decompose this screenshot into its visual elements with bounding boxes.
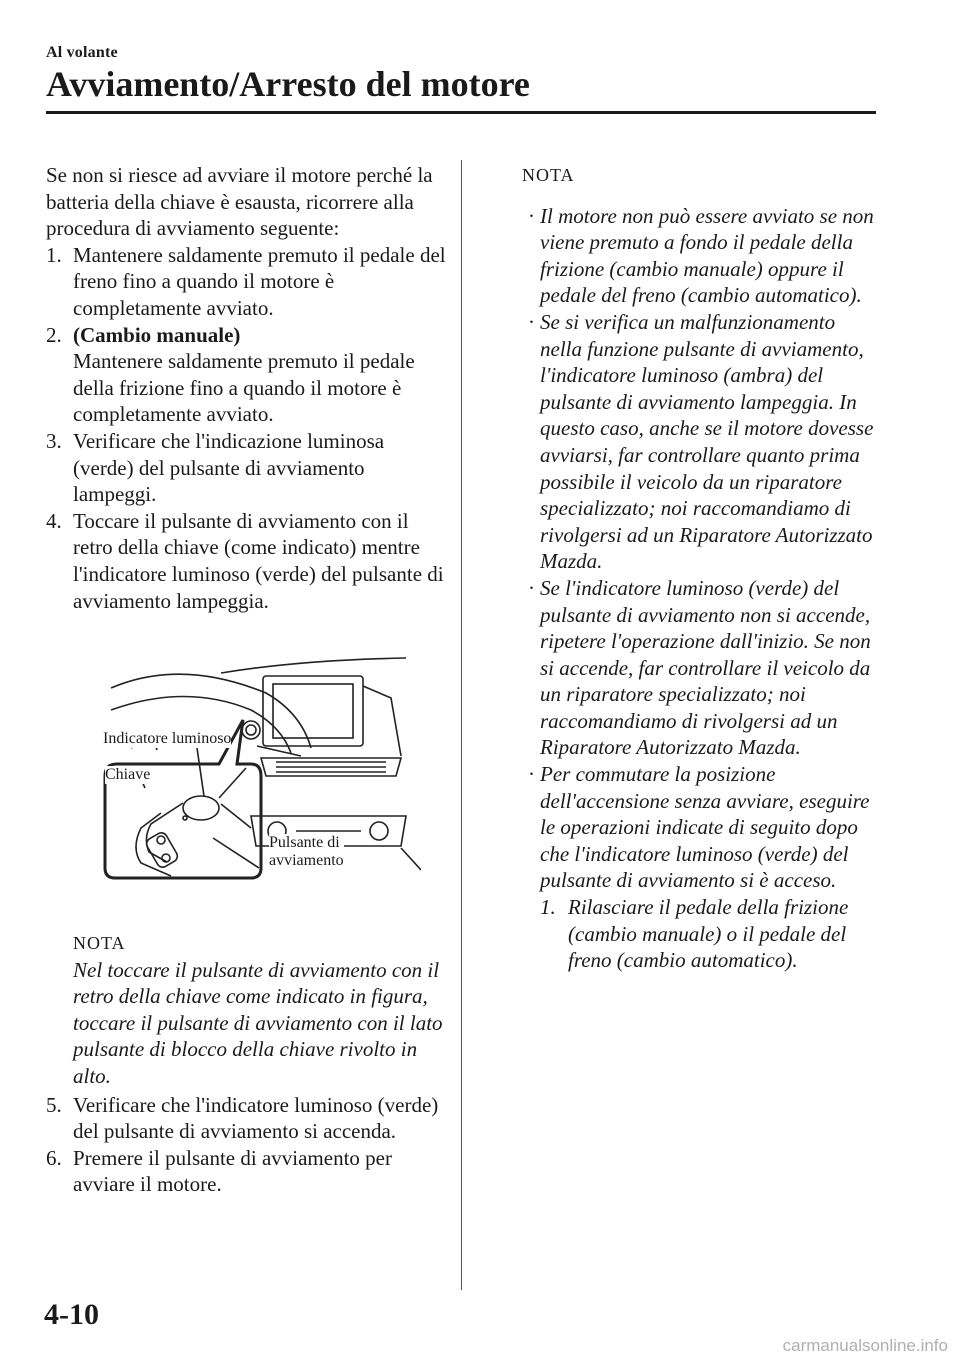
nota-left — [73, 930, 446, 1090]
step-1 — [46, 242, 446, 322]
nota-bullet — [522, 761, 882, 894]
watermark: carmanualsonline.info — [782, 1336, 948, 1355]
step-number: 1. — [46, 242, 62, 267]
indicator-light-label: Indicatore luminoso — [103, 730, 232, 748]
bullet-text: Per commutare la posizione dell'accensione senza avviare, eseguire le operazioni indicate di seguito dopo che l'indicatore luminoso (verde) del pulsante di avviamento si è acceso. — [540, 762, 870, 893]
nota-sub-step — [522, 894, 882, 974]
step-text: Mantenere saldamente premuto il pedale del freno fino a quando il motore è completamente avviato. — [73, 242, 446, 320]
sub-step-text: Rilasciare il pedale della frizione (cambio manuale) o il pedale del freno (cambio automatico). — [568, 895, 849, 973]
step-2 — [46, 322, 446, 428]
nota-bullet — [522, 309, 882, 575]
step-text: Mantenere saldamente premuto il pedale della frizione fino a quando il motore è completamente avviato. — [73, 349, 415, 427]
column-divider — [461, 160, 462, 1290]
page-title: Avviamento/Arresto del motore — [46, 64, 530, 104]
step-6 — [46, 1145, 446, 1198]
nota-bullet — [522, 203, 882, 309]
section-label: Al volante — [46, 44, 118, 61]
step-4 — [46, 508, 446, 614]
left-column — [46, 162, 446, 1198]
sub-step-number: 1. — [540, 895, 556, 920]
step-number: 2. — [46, 322, 62, 347]
page-number: 4-10 — [44, 1298, 99, 1331]
step-label: (Cambio manuale) — [73, 322, 241, 347]
nota-label: NOTA — [522, 165, 575, 185]
step-number: 4. — [46, 508, 62, 533]
title-rule — [46, 111, 876, 114]
start-button-label-line1: Pulsante di — [269, 834, 340, 852]
start-button-label — [269, 834, 344, 870]
bullet-text: Se si verifica un malfunzionamento nella funzione pulsante di avviamento, l'indicatore luminoso (ambra) del pulsante di avviamento lampeggia. In questo caso, anche se il motore dovesse avviarsi, far controllare quanto prima possibile il veicolo da un riparatore specializzato; noi raccomandiamo di rivolgersi ad un Riparatore Autorizzato Mazda. — [540, 309, 874, 574]
key-start-illustration — [101, 638, 421, 908]
nota-label: NOTA — [73, 933, 126, 954]
start-button-label-line2: avviamento — [269, 852, 344, 870]
bullet-text: Il motore non può essere avviato se non viene premuto a fondo il pedale della frizione (cambio manuale) oppure il pedale del freno (cambio automatico). — [540, 203, 874, 308]
step-3 — [46, 428, 446, 508]
step-text: Verificare che l'indicatore luminoso (verde) del pulsante di avviamento si accenda. — [73, 1092, 439, 1144]
step-text: Verificare che l'indicazione luminosa (verde) del pulsante di avviamento lampeggi. — [73, 428, 385, 507]
step-number: 6. — [46, 1145, 62, 1170]
intro-paragraph: Se non si riesce ad avviare il motore perché la batteria della chiave è esausta, ricorrere alla procedura di avviamento seguente: — [46, 163, 433, 241]
nota-bullet — [522, 575, 882, 761]
step-text: Toccare il pulsante di avviamento con il retro della chiave (come indicato) mentre l'indicatore luminoso (verde) del pulsante di avviamento lampeggia. — [73, 508, 444, 613]
step-5 — [46, 1092, 446, 1145]
bullet-dot-icon: · — [528, 203, 535, 228]
key-label: Chiave — [105, 766, 151, 784]
right-column — [522, 162, 882, 974]
step-number: 5. — [46, 1092, 62, 1117]
bullet-dot-icon: · — [528, 309, 535, 334]
bullet-dot-icon: · — [528, 762, 535, 787]
nota-text: Nel toccare il pulsante di avviamento con il retro della chiave come indicato in figura, toccare il pulsante di avviamento con il lato pulsante di blocco della chiave rivolto in alto. — [73, 957, 443, 1089]
bullet-text: Se l'indicatore luminoso (verde) del pulsante di avviamento non si accende, ripetere l'operazione dall'inizio. Se non si accende, far controllare il veicolo da un riparatore specializzato; noi raccomandiamo di rivolgersi ad un Riparatore Autorizzato Mazda. — [540, 575, 871, 760]
bullet-dot-icon: · — [528, 575, 535, 600]
step-number: 3. — [46, 428, 62, 453]
step-text: Premere il pulsante di avviamento per avviare il motore. — [73, 1145, 392, 1197]
